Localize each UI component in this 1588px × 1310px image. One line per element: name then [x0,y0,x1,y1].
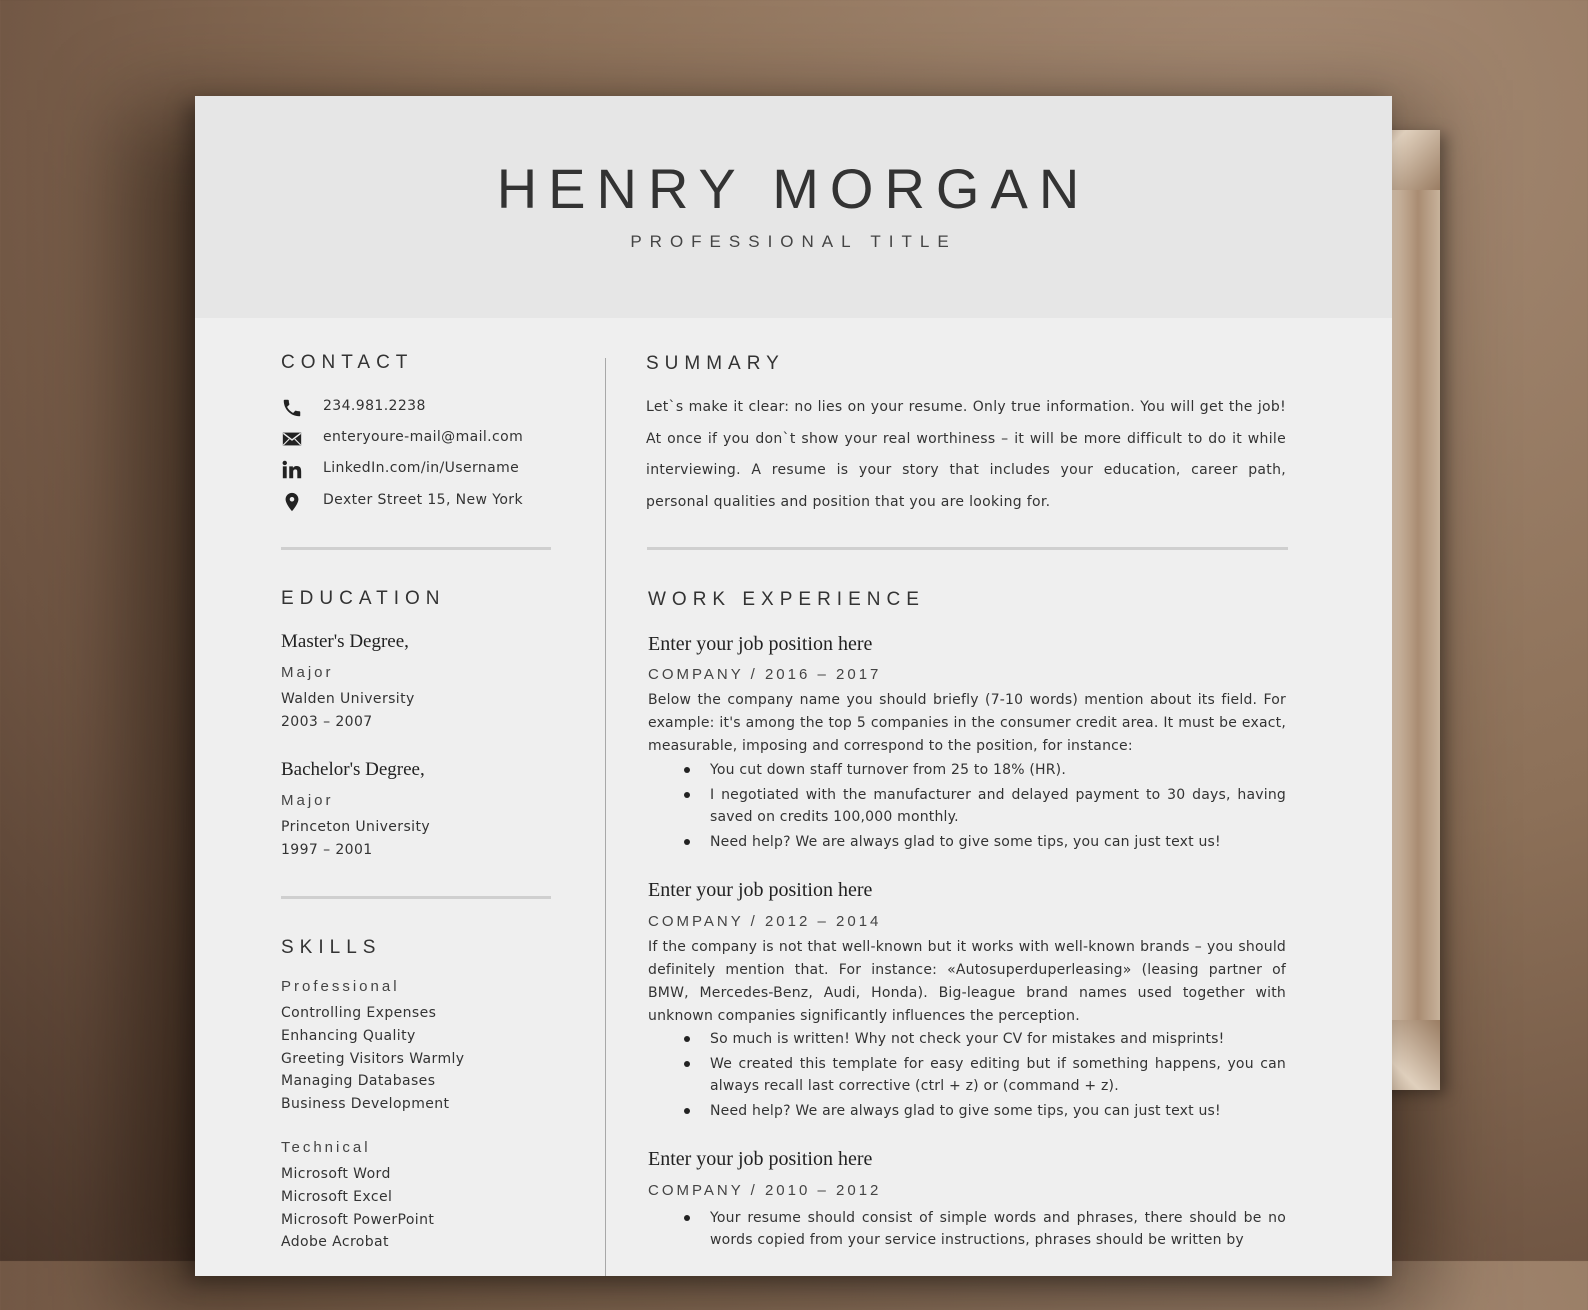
education-school: Walden University [281,691,415,707]
skill-item: Business Development [281,1096,450,1113]
job-company: COMPANY / 2016 – 2017 [648,666,882,683]
job-bullet [648,1053,1286,1097]
job-bullet-text: Need help? We are always glad to give some tips, you can just text us! [710,834,1221,850]
skill-item: Microsoft PowerPoint [281,1211,435,1228]
contact-address-text: Dexter Street 15, New York [323,492,523,508]
work-experience-heading: WORK EXPERIENCE [648,589,925,610]
skill-item: Greeting Visitors Warmly [281,1050,465,1067]
job-bullet [648,1028,1286,1050]
summary-text: Let`s make it clear: no lies on your resume. Only true information. You will get the job! At once if you don`t show your real worthiness – it will be more difficult to do it while interviewing. A resume is your story that includes your education, career path, personal qualities and position that you are looking for. [646,399,1286,510]
job-bullets [648,1028,1286,1125]
skill-item: Enhancing Quality [281,1027,416,1044]
job-bullet-text: I negotiated with the manufacturer and delayed payment to 30 days, having saved on credits 100,000 monthly. [710,787,1286,825]
bullet-dot-icon [684,839,690,845]
job-company: COMPANY / 2012 – 2014 [648,913,882,930]
skill-item: Adobe Acrobat [281,1234,389,1251]
education-degree: Bachelor's Degree, [281,759,425,780]
job-bullet [648,1100,1286,1122]
skill-item: Controlling Expenses [281,1005,437,1021]
mail-icon [281,428,303,450]
education-major: Major [281,664,334,681]
contact-phone-text: 234.981.2238 [323,398,426,414]
job-title: Enter your job position here [648,633,873,655]
education-years: 1997 – 2001 [281,842,373,858]
skill-item: Microsoft Word [281,1166,391,1182]
job-bullet-text: So much is written! Why not check your CV for mistakes and misprints! [710,1031,1225,1047]
skills-heading: SKILLS [281,937,382,958]
job-bullet [648,831,1286,853]
job-bullet-text: Your resume should consist of simple words and phrases, there should be no words copied from your service instructions, phrases should be written by [710,1210,1286,1248]
candidate-name: HENRY MORGAN [496,157,1091,220]
job-bullet [648,784,1286,828]
education-heading: EDUCATION [281,588,446,609]
job-bullet [648,1207,1286,1251]
bullet-dot-icon [684,1061,690,1067]
job-description: Below the company name you should briefly (7-10 words) mention about its field. For example: it's among the top 5 companies in the consumer credit area. It must be exact, measurable, imposing and correspond to the position, for instance: [648,692,1286,754]
job-company: COMPANY / 2010 – 2012 [648,1182,882,1199]
job-bullets [648,1207,1286,1254]
bullet-dot-icon [684,1215,690,1221]
contact-email-text: enteryoure-mail@mail.com [323,429,524,445]
education-degree: Master's Degree, [281,631,409,652]
professional-skills-list [281,1002,464,1116]
linkedin-icon [281,459,303,481]
contact-heading: CONTACT [281,352,414,373]
skills-technical-label: Technical [281,1139,371,1156]
bullet-dot-icon [684,1036,690,1042]
skill-item: Managing Databases [281,1073,436,1090]
skill-item: Microsoft Excel [281,1188,393,1205]
job-bullet-text: Need help? We are always glad to give some tips, you can just text us! [710,1103,1221,1119]
contact-linkedin-text: LinkedIn.com/in/Username [323,460,520,476]
resume-header [195,96,1392,318]
resume-page [195,96,1392,1276]
bullet-dot-icon [684,1108,690,1114]
professional-title: PROFESSIONAL TITLE [630,232,957,251]
summary-rule [647,547,1288,550]
technical-skills-list [281,1163,434,1254]
job-bullet-text: You cut down staff turnover from 25 to 18% (HR). [710,762,1066,778]
bullet-dot-icon [684,767,690,773]
job-title: Enter your job position here [648,879,873,901]
education-rule [281,896,551,899]
bullet-dot-icon [684,792,690,798]
job-title: Enter your job position here [648,1148,873,1170]
summary-heading: SUMMARY [646,353,785,374]
job-description: If the company is not that well-known but it works with well-known brands – you should definitely mention that. For instance: «Autosuperduperleasing» (leasing partner of BMW, Mercedes-Benz, Audi, Honda). Big-league brand names used together with unknown companies significantly influences the perception. [648,939,1286,1024]
contact-rule [281,547,551,550]
job-bullets [648,759,1286,856]
location-pin-icon [281,491,303,513]
education-school: Princeton University [281,819,431,835]
job-bullet [648,759,1286,781]
skills-professional-label: Professional [281,978,400,995]
column-divider [605,358,606,1276]
education-years: 2003 – 2007 [281,714,373,730]
job-bullet-text: We created this template for easy editing but if something happens, you can always recall last corrective (ctrl + z) or (command + z). [710,1056,1286,1094]
education-major: Major [281,792,334,809]
phone-icon [281,397,303,419]
